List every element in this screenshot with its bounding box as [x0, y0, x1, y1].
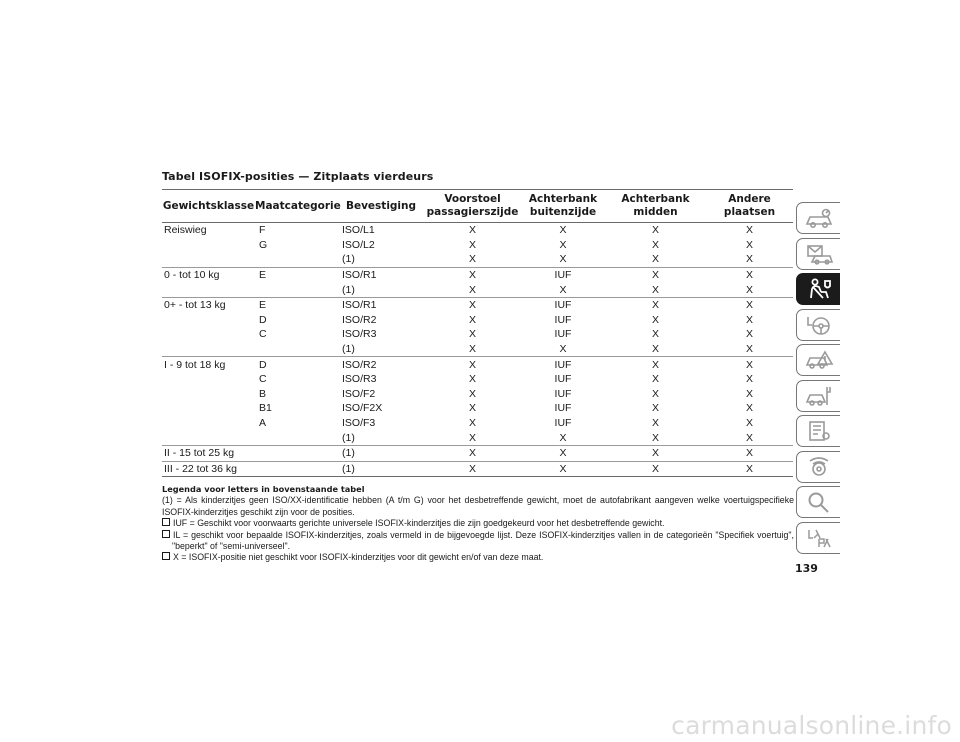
header-other: Andere plaatsen [706, 190, 793, 223]
cell-front: X [424, 267, 521, 282]
cell-other: X [745, 313, 753, 326]
page-title: Tabel ISOFIX-posities — Zitplaats vierdeurs [162, 170, 434, 183]
cell-front: X [468, 328, 476, 341]
cell-mount: ISO/F2 [342, 387, 376, 400]
cell-rear-outer: X [559, 431, 567, 444]
cell-weight [162, 342, 255, 357]
cell-other: X [745, 402, 753, 415]
table-row [162, 327, 793, 342]
cell-mount: ISO/R2 [338, 357, 424, 372]
maintenance-list-icon [804, 419, 834, 443]
header-rear-middle-line1: Achterbank [621, 193, 690, 205]
cell-other: X [745, 238, 753, 251]
cell-size: G [259, 238, 268, 251]
cell-weight [162, 327, 255, 342]
cell-mount: (1) [342, 431, 355, 444]
table-row [162, 252, 793, 267]
cell-mount: ISO/R3 [342, 373, 377, 386]
table-row [162, 372, 793, 387]
magnifier-icon [804, 490, 834, 514]
cell-rear-outer: IUF [554, 373, 572, 386]
cell-rear-middle: X [651, 224, 659, 237]
cell-size [255, 445, 338, 461]
cell-size [255, 252, 338, 267]
cell-rear-middle: X [605, 445, 706, 461]
cell-other: X [745, 387, 753, 400]
cell-weight [162, 313, 255, 328]
cell-rear-middle: X [605, 357, 706, 372]
legend-il [162, 530, 794, 553]
checkbox-bullet-icon [162, 518, 170, 526]
cell-rear-outer: X [559, 283, 567, 296]
header-rear-outer [521, 190, 605, 223]
languages-icon [804, 526, 834, 550]
table-row [162, 416, 793, 431]
cell-mount: ISO/L1 [342, 224, 375, 237]
cell-size: A [259, 417, 267, 430]
checkbox-bullet-icon [162, 552, 170, 560]
table-row [162, 297, 793, 312]
table-row [162, 461, 793, 477]
cell-size: E [255, 267, 338, 282]
cell-other: X [706, 445, 793, 461]
cell-size: E [255, 297, 338, 312]
cell-other: X [745, 417, 753, 430]
cell-size: C [259, 373, 267, 386]
cell-size: D [259, 313, 267, 326]
table-row [162, 223, 793, 238]
cell-weight [162, 252, 255, 267]
legend-iuf [162, 518, 794, 529]
cell-rear-outer: IUF [521, 267, 605, 282]
cell-weight [162, 416, 255, 431]
cell-front: X [424, 297, 521, 312]
cell-weight: I - 9 tot 18 kg [162, 357, 255, 372]
cell-mount: ISO/F3 [342, 417, 376, 430]
cell-mount: (1) [338, 461, 424, 477]
header-rear-outer-line1: Achterbank [528, 193, 598, 205]
cell-front: X [468, 313, 476, 326]
cell-weight [162, 238, 255, 253]
cell-front: X [424, 445, 521, 461]
cell-mount: ISO/R1 [338, 267, 424, 282]
cell-mount: ISO/R3 [342, 328, 377, 341]
cell-other: X [745, 373, 753, 386]
cell-mount: (1) [342, 283, 355, 296]
cell-rear-middle: X [651, 402, 659, 415]
header-front-line2: passagierszijde [426, 206, 519, 218]
sidebar-tab-getting-to-know[interactable] [796, 238, 840, 270]
chapter-sidebar [796, 202, 842, 557]
checkbox-bullet-icon [162, 530, 170, 538]
multimedia-icon [804, 455, 834, 479]
cell-front: X [468, 343, 476, 356]
watermark: carmanualsonline.info [671, 711, 952, 740]
header-rear-middle-line2: midden [633, 206, 678, 218]
cell-mount: (1) [342, 343, 355, 356]
header-weight: Gewichtsklasse [162, 190, 255, 223]
cell-front: X [468, 253, 476, 266]
cell-front: X [468, 387, 476, 400]
cell-mount: ISO/F2X [342, 402, 383, 415]
cell-mount: ISO/R1 [338, 297, 424, 312]
table-row [162, 238, 793, 253]
cell-size: B [259, 387, 267, 400]
cell-rear-middle: X [651, 343, 659, 356]
cell-rear-middle: X [651, 283, 659, 296]
cell-front: X [468, 283, 476, 296]
cell-rear-middle: X [651, 417, 659, 430]
cell-rear-outer: X [521, 461, 605, 477]
sidebar-tab-specifications[interactable] [796, 415, 840, 447]
cell-front: X [424, 357, 521, 372]
cell-other: X [706, 461, 793, 477]
cell-rear-middle: X [651, 431, 659, 444]
isofix-table [162, 189, 793, 477]
cell-front: X [468, 224, 476, 237]
cell-size: F [259, 224, 266, 237]
cell-rear-middle: X [651, 387, 659, 400]
legend-x-text: X = ISOFIX-positie niet geschikt voor ISOFIX-kinderzitjes voor dit gewicht en/of van deze maat. [173, 552, 544, 563]
cell-other: X [745, 253, 753, 266]
cell-rear-outer: IUF [554, 417, 572, 430]
cell-rear-outer: IUF [554, 387, 572, 400]
cell-rear-middle: X [605, 297, 706, 312]
sidebar-tab-service[interactable] [796, 380, 840, 412]
cell-rear-outer: IUF [554, 402, 572, 415]
table-row [162, 313, 793, 328]
sidebar-tab-emergency[interactable] [796, 344, 840, 376]
cell-rear-outer: IUF [521, 357, 605, 372]
cell-weight [162, 372, 255, 387]
cell-size: C [259, 328, 267, 341]
cell-size [255, 342, 338, 357]
cell-mount: ISO/R2 [342, 313, 377, 326]
cell-rear-middle: X [605, 267, 706, 282]
sidebar-tab-index[interactable] [796, 486, 840, 518]
cell-rear-outer: X [559, 253, 567, 266]
cell-weight [162, 282, 255, 297]
table-row [162, 357, 793, 372]
cell-rear-middle: X [651, 328, 659, 341]
cell-rear-middle: X [605, 461, 706, 477]
cell-rear-outer: IUF [554, 328, 572, 341]
table-row [162, 282, 793, 297]
cell-other: X [706, 267, 793, 282]
page-number: 139 [795, 562, 818, 575]
cell-weight [162, 430, 255, 445]
cell-size: B1 [259, 402, 272, 415]
legend-note-1: (1) = Als kinderzitjes geen ISO/XX-identificatie hebben (A t/m G) voor het desbetreffende gewicht, moet de autofabrikant aangeven welke voertuigspecifieke ISOFIX-kinderzitjes geschikt zijn voor de posities. [162, 495, 794, 517]
seatbelt-safety-icon [804, 277, 834, 301]
header-mount: Bevestiging [338, 190, 424, 223]
legend-il-text: IL = geschikt voor bepaalde ISOFIX-kinderzitjes, zoals vermeld in de bijgevoegde lijst. Deze ISOFIX-kinderzitjes vallen in de categorieën "Specifiek voertuig", "beperkt" of "semi-universeel". [172, 529, 794, 552]
cell-other: X [745, 431, 753, 444]
table-row [162, 387, 793, 402]
cell-other: X [745, 224, 753, 237]
cell-rear-middle: X [651, 253, 659, 266]
sidebar-tab-driving[interactable] [796, 309, 840, 341]
cell-weight: Reiswieg [164, 224, 207, 237]
cell-rear-outer: X [559, 224, 567, 237]
cell-rear-outer: X [559, 343, 567, 356]
cell-rear-outer: X [521, 445, 605, 461]
table-row [162, 401, 793, 416]
legend-title: Legenda voor letters in bovenstaande tabel [162, 484, 365, 494]
cell-mount: ISO/L2 [342, 238, 375, 251]
cell-front: X [468, 238, 476, 251]
cell-weight [162, 401, 255, 416]
table-row [162, 267, 793, 282]
cell-weight: III - 22 tot 36 kg [162, 461, 255, 477]
cell-other: X [706, 357, 793, 372]
cell-rear-middle: X [651, 313, 659, 326]
steering-wheel-icon [804, 313, 834, 337]
header-rear-outer-line2: buitenzijde [529, 206, 597, 218]
cell-size: D [255, 357, 338, 372]
cell-weight: 0 - tot 10 kg [162, 267, 255, 282]
cell-size [255, 461, 338, 477]
sidebar-tab-safety[interactable] [796, 273, 840, 305]
legend-iuf-text: IUF = Geschikt voor voorwaarts gerichte universele ISOFIX-kinderzitjes die zijn goedgekeurd voor het desbetreffende gewicht. [173, 518, 665, 529]
header-rear-middle [605, 190, 706, 223]
cell-rear-outer: IUF [554, 313, 572, 326]
car-dashboard-icon [804, 206, 834, 230]
cell-rear-middle: X [651, 238, 659, 251]
cell-rear-outer: IUF [521, 297, 605, 312]
cell-rear-outer: X [559, 238, 567, 251]
cell-front: X [468, 417, 476, 430]
car-tools-icon [804, 384, 834, 408]
cell-size [255, 430, 338, 445]
header-size: Maatcategorie [255, 190, 338, 223]
cell-weight [162, 387, 255, 402]
cell-front: X [468, 373, 476, 386]
legend [162, 484, 794, 564]
header-front-line1: Voorstoel [444, 193, 501, 205]
cell-other: X [706, 297, 793, 312]
sidebar-tab-languages[interactable] [796, 522, 840, 554]
cell-other: X [745, 343, 753, 356]
cell-other: X [745, 283, 753, 296]
table-row [162, 445, 793, 461]
car-warning-icon [804, 348, 834, 372]
sidebar-tab-dashboard[interactable] [796, 202, 840, 234]
car-mail-icon [804, 242, 834, 266]
table-header-row [162, 190, 793, 223]
sidebar-tab-multimedia[interactable] [796, 451, 840, 483]
cell-front: X [468, 402, 476, 415]
table-row [162, 342, 793, 357]
legend-x [162, 552, 794, 563]
cell-front: X [424, 461, 521, 477]
cell-rear-middle: X [651, 373, 659, 386]
cell-size [255, 282, 338, 297]
cell-front: X [468, 431, 476, 444]
header-front [424, 190, 521, 223]
table-row [162, 430, 793, 445]
cell-weight: II - 15 tot 25 kg [162, 445, 255, 461]
cell-mount: (1) [338, 445, 424, 461]
cell-other: X [745, 328, 753, 341]
cell-mount: (1) [342, 253, 355, 266]
cell-weight: 0+ - tot 13 kg [162, 297, 255, 312]
